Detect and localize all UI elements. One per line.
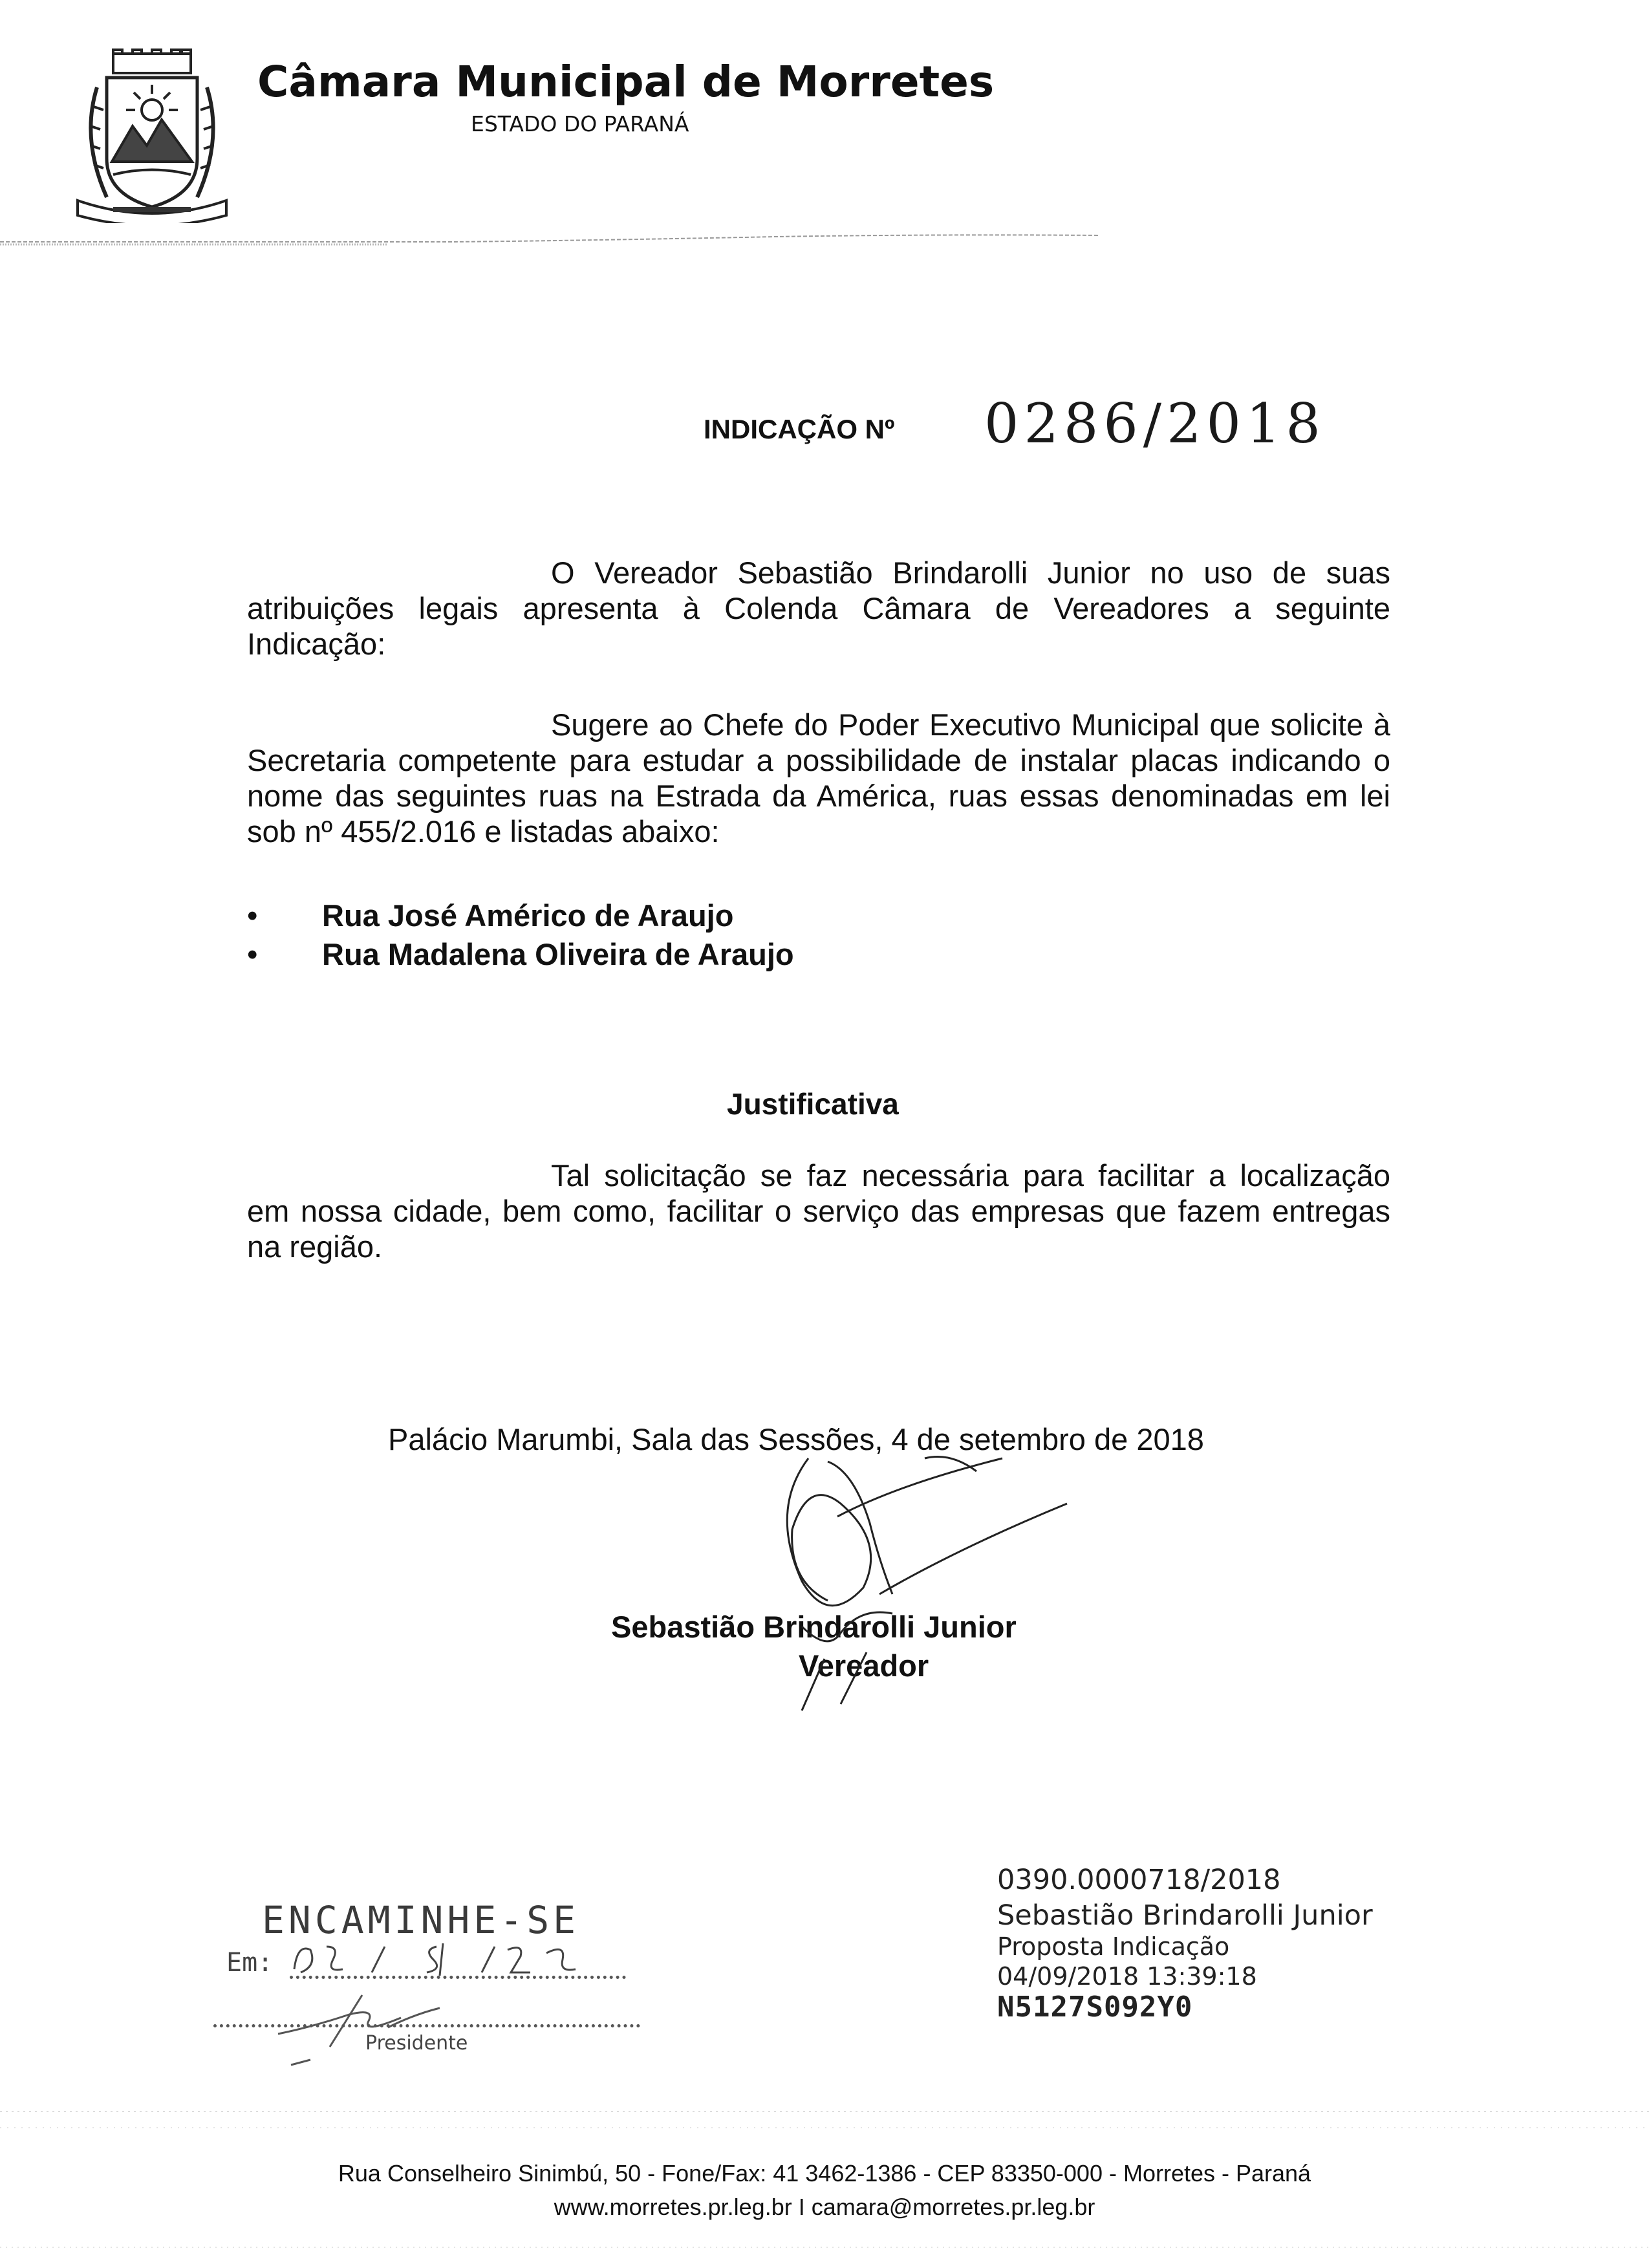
stamp-date-line: [290, 1976, 626, 1979]
indication-number: 0286/2018: [984, 392, 1326, 455]
handwritten-signature: [731, 1432, 1093, 1723]
street-list: [247, 896, 794, 974]
protocol-number: 0390.0000718/2018: [997, 1864, 1281, 1896]
municipal-crest-logo: [68, 49, 236, 223]
suggestion-paragraph: Sugere ao Chefe do Poder Executivo Municipal que solicite à Secretaria competente para estudar a possibilidade de instalar placas indicando o nome das seguintes ruas na Estrada da América, ruas essas denominadas em lei sob nº 455/2.016 e listadas abaixo:: [247, 707, 1390, 848]
organization-name: Câmara Municipal de Morretes: [257, 57, 995, 107]
protocol-datetime: 04/09/2018 13:39:18: [997, 1962, 1257, 1991]
forward-stamp-title: ENCAMINHE-SE: [262, 1898, 580, 1942]
intro-paragraph: O Vereador Sebastião Brindarolli Junior no uso de suas atribuições legais apresenta à Colenda Câmara de Vereadores a seguinte Indicação:: [247, 556, 1390, 661]
indication-label: INDICAÇÃO Nº: [704, 414, 895, 444]
president-signature: [272, 1989, 479, 2066]
protocol-code: N5127S092Y0: [997, 1991, 1193, 2024]
stamp-signature-line: [213, 2024, 640, 2027]
protocol-type: Proposta Indicação: [997, 1932, 1230, 1961]
footer-web-email: www.morretes.pr.leg.br I camara@morretes.pr.leg.br: [554, 2194, 1095, 2220]
list-item: • Rua José Américo de Araujo: [247, 896, 794, 935]
forward-stamp-date-label: Em:: [226, 1948, 274, 1978]
signer-role: Vereador: [799, 1648, 929, 1683]
footer-address: Rua Conselheiro Sinimbú, 50 - Fone/Fax: 41 3462-1386 - CEP 83350-000 - Morretes - Paraná: [338, 2160, 1311, 2187]
president-label: Presidente: [365, 2032, 468, 2055]
header-divider: [0, 234, 1099, 247]
list-item: • Rua Madalena Oliveira de Araujo: [247, 935, 794, 974]
protocol-author: Sebastião Brindarolli Junior: [997, 1899, 1373, 1932]
place-date-line: Palácio Marumbi, Sala das Sessões, 4 de setembro de 2018: [388, 1422, 1204, 1456]
signer-name: Sebastião Brindarolli Junior: [611, 1610, 1017, 1644]
justification-paragraph: Tal solicitação se faz necessária para facilitar a localização em nossa cidade, bem como, facilitar o serviço das empresas que fazem entregas na região.: [247, 1158, 1390, 1264]
organization-state: ESTADO DO PARANÁ: [471, 111, 689, 136]
justification-heading: Justificativa: [727, 1087, 899, 1121]
